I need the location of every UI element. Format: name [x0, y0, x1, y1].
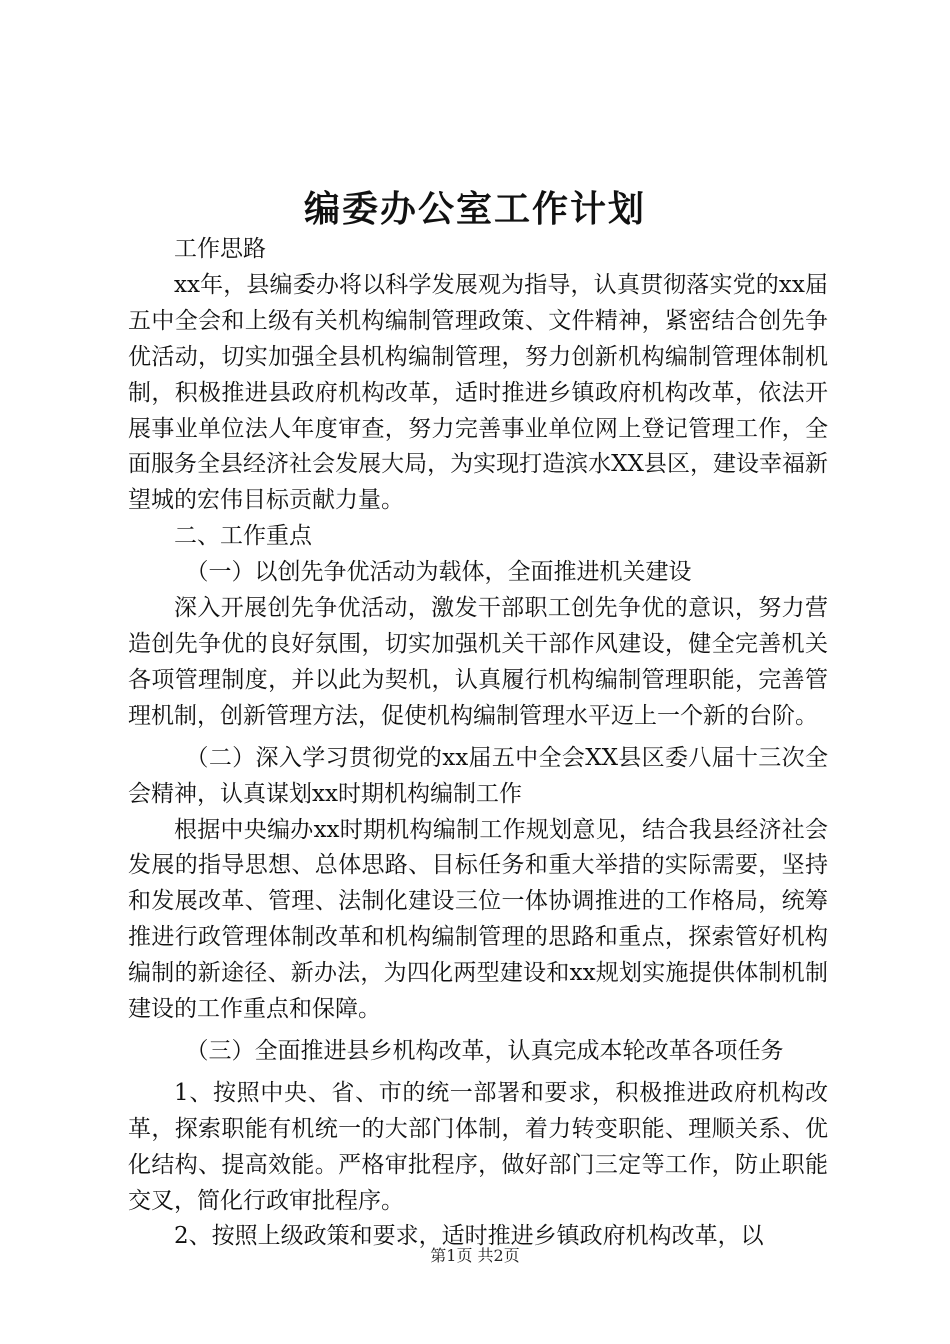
paragraph-3-item-1: 1、按照中央、省、市的统一部署和要求，积极推进政府机构改革，探索职能有机统一的大部门体制，着力转变职能、理顺关系、优化结构、提高效能。严格审批程序，做好部门三定等工作，防止职能交叉，简化行政审批程序。: [128, 1079, 828, 1214]
paragraph-2: 根据中央编办xx时期机构编制工作规划意见，结合我县经济社会发展的指导思想、总体思路、目标任务和重大举措的实际需要，坚持和发展改革、管理、法制化建设三位一体协调推进的工作格局，统筹推进行政管理体制改革和机构编制管理的思路和重点，探索管好机构编制的新途径、新办法，为四化两型建设和xx规划实施提供体制机制建设的工作重点和保障。: [128, 816, 828, 1023]
page-indicator: 第1页 共2页: [430, 1246, 520, 1265]
subheading-2: （二）深入学习贯彻党的xx届五中全会XX县区委八届十三次全会精神，认真谋划xx时期机构编制工作: [128, 744, 828, 807]
paragraph-approach: xx年，县编委办将以科学发展观为指导，认真贯彻落实党的xx届五中全会和上级有关机构编制管理政策、文件精神，紧密结合创先争优活动，切实加强全县机构编制管理，努力创新机构编制管理体制机制，积极推进县政府机构改革，适时推进乡镇政府机构改革，依法开展事业单位法人年度审查，努力完善事业单位网上登记管理工作，全面服务全县经济社会发展大局，为实现打造滨水XX县区，建设幸福新望城的宏伟目标贡献力量。: [128, 271, 828, 514]
subheading-3: （三）全面推进县乡机构改革，认真完成本轮改革各项任务: [185, 1037, 784, 1064]
paragraph-1: 深入开展创先争优活动，激发干部职工创先争优的意识，努力营造创先争优的良好氛围，切实加强机关干部作风建设，健全完善机关各项管理制度，并以此为契机，认真履行机构编制管理职能，完善管理机制，创新管理方法，促使机构编制管理水平迈上一个新的台阶。: [128, 595, 828, 729]
document-body: [128, 232, 828, 1255]
section-heading-priorities: 二、工作重点: [174, 523, 312, 550]
document-title: 编委办公室工作计划: [303, 188, 646, 230]
section-heading-approach: 工作思路: [174, 236, 266, 262]
subheading-1: （一）以创先争优活动为载体，全面推进机关建设: [185, 559, 692, 586]
paragraph-3-item-2: 2、按照上级政策和要求，适时推进乡镇政府机构改革，以: [174, 1223, 764, 1250]
